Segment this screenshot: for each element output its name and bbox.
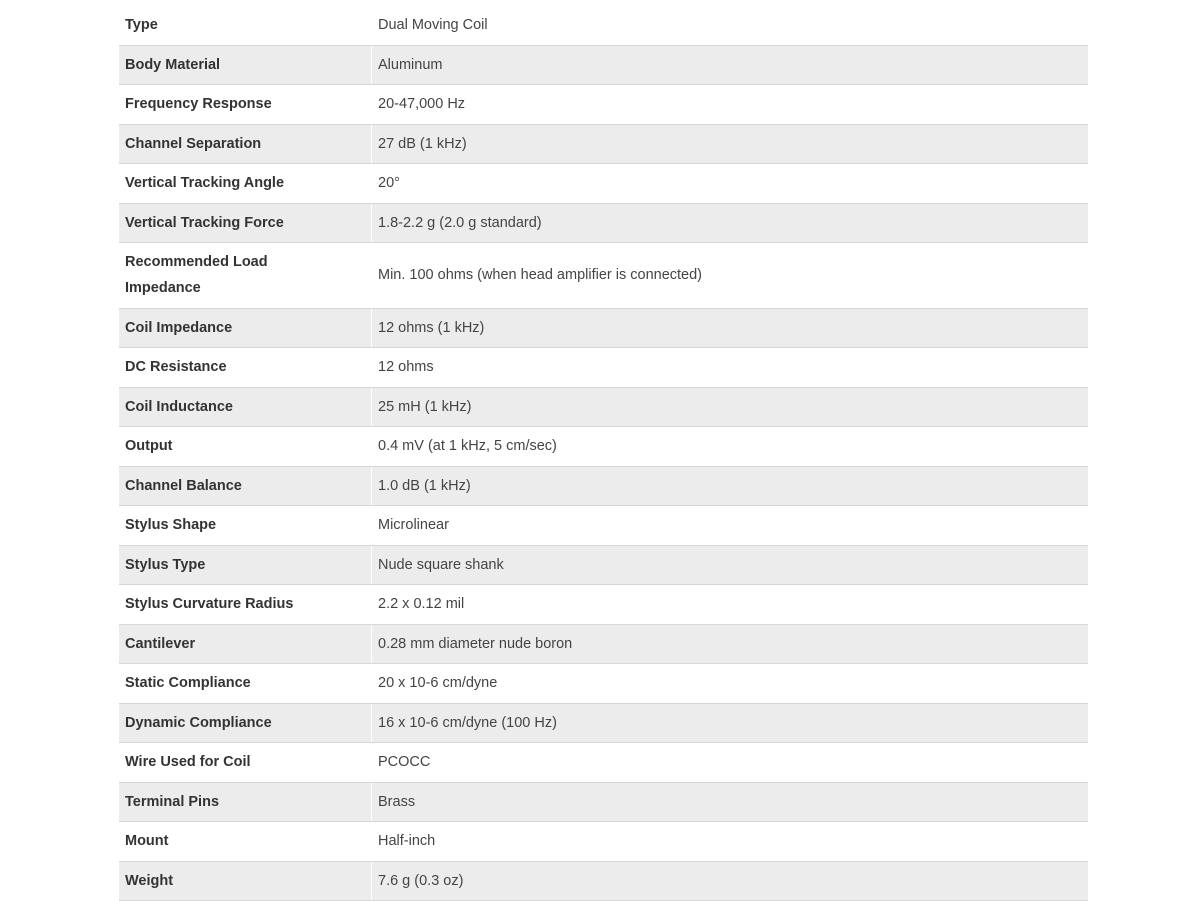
spec-row-coil-inductance [119, 387, 1088, 427]
spec-label: Frequency Response [119, 85, 372, 125]
spec-value: Brass [372, 782, 1089, 822]
spec-row-type [119, 6, 1088, 45]
spec-row-stylus-type [119, 545, 1088, 585]
spec-value: 7.6 g (0.3 oz) [372, 861, 1089, 901]
spec-row-dc-resistance [119, 348, 1088, 388]
spec-value: Aluminum [372, 45, 1089, 85]
spec-label-text: Recommended Load Impedance [125, 254, 268, 297]
spec-value: 20 x 10-6 cm/dyne [372, 664, 1089, 704]
spec-row-weight [119, 861, 1088, 901]
spec-label: Terminal Pins [119, 782, 372, 822]
spec-value: 25 mH (1 kHz) [372, 387, 1089, 427]
spec-row-channel-balance [119, 466, 1088, 506]
spec-row-wire-used-for-coil [119, 743, 1088, 783]
spec-table [119, 6, 1088, 901]
spec-label: Dynamic Compliance [119, 703, 372, 743]
spec-value: 2.2 x 0.12 mil [372, 585, 1089, 625]
spec-label: DC Resistance [119, 348, 372, 388]
spec-label: Wire Used for Coil [119, 743, 372, 783]
spec-row-stylus-curvature-radius [119, 585, 1088, 625]
spec-value: PCOCC [372, 743, 1089, 783]
spec-label: Vertical Tracking Force [119, 203, 372, 243]
spec-row-vertical-tracking-force [119, 203, 1088, 243]
spec-value: 1.0 dB (1 kHz) [372, 466, 1089, 506]
spec-row-cantilever [119, 624, 1088, 664]
spec-value: 27 dB (1 kHz) [372, 124, 1089, 164]
spec-label: Stylus Curvature Radius [119, 585, 372, 625]
spec-row-stylus-shape [119, 506, 1088, 546]
spec-value: 1.8-2.2 g (2.0 g standard) [372, 203, 1089, 243]
spec-row-recommended-load-impedance [119, 243, 1088, 309]
spec-label [119, 243, 372, 309]
spec-value: Microlinear [372, 506, 1089, 546]
spec-label: Type [119, 6, 372, 45]
spec-label: Vertical Tracking Angle [119, 164, 372, 204]
spec-row-terminal-pins [119, 782, 1088, 822]
spec-row-coil-impedance [119, 308, 1088, 348]
spec-row-output [119, 427, 1088, 467]
spec-label: Output [119, 427, 372, 467]
spec-row-channel-separation [119, 124, 1088, 164]
spec-label: Channel Separation [119, 124, 372, 164]
spec-value: Min. 100 ohms (when head amplifier is connected) [372, 243, 1089, 309]
spec-value: 20-47,000 Hz [372, 85, 1089, 125]
spec-label: Stylus Shape [119, 506, 372, 546]
spec-value: 0.28 mm diameter nude boron [372, 624, 1089, 664]
spec-value: 20° [372, 164, 1089, 204]
spec-row-static-compliance [119, 664, 1088, 704]
spec-label: Channel Balance [119, 466, 372, 506]
spec-label: Body Material [119, 45, 372, 85]
spec-row-frequency-response [119, 85, 1088, 125]
spec-value: 12 ohms [372, 348, 1089, 388]
spec-row-mount [119, 822, 1088, 862]
spec-label: Cantilever [119, 624, 372, 664]
spec-label: Stylus Type [119, 545, 372, 585]
spec-label: Mount [119, 822, 372, 862]
spec-value: 0.4 mV (at 1 kHz, 5 cm/sec) [372, 427, 1089, 467]
spec-row-dynamic-compliance [119, 703, 1088, 743]
spec-label: Weight [119, 861, 372, 901]
spec-value: Nude square shank [372, 545, 1089, 585]
spec-value: 16 x 10-6 cm/dyne (100 Hz) [372, 703, 1089, 743]
spec-label: Coil Impedance [119, 308, 372, 348]
spec-row-vertical-tracking-angle [119, 164, 1088, 204]
spec-label: Coil Inductance [119, 387, 372, 427]
spec-value: Dual Moving Coil [372, 6, 1089, 45]
spec-value: 12 ohms (1 kHz) [372, 308, 1089, 348]
spec-row-body-material [119, 45, 1088, 85]
spec-label: Static Compliance [119, 664, 372, 704]
spec-value: Half-inch [372, 822, 1089, 862]
